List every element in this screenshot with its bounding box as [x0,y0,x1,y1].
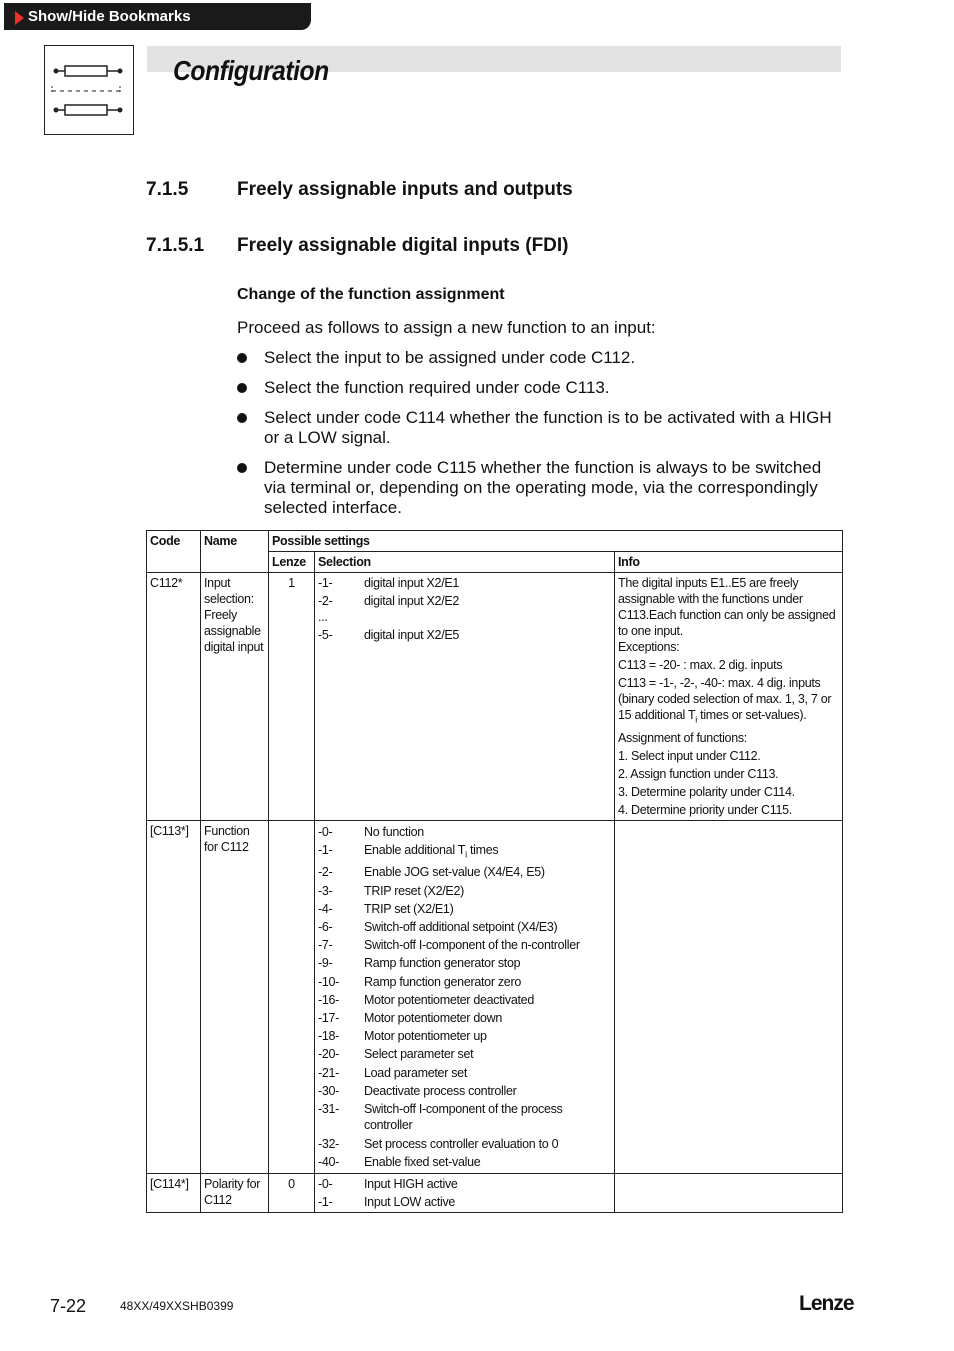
section-title: Freely assignable inputs and outputs [237,179,573,200]
show-hide-bookmarks-button[interactable] [4,3,311,30]
selection-option: -2- digital input X2/E2 [318,594,460,608]
selection-option: -0- No function [318,824,424,839]
bullet-icon [237,353,247,363]
selection-option: -40- Enable fixed set-value [318,1155,481,1170]
bullet-icon [237,463,247,473]
selection-option: -21- Load parameter set [318,1065,467,1080]
triangle-icon [15,11,24,25]
section-title: Freely assignable digital inputs (FDI) [237,235,569,256]
selection-option: -30- Deactivate process controller [318,1083,517,1098]
lenze-cell: 0 [269,1174,315,1213]
table-row [147,573,843,821]
info-cell [615,820,843,1174]
name-cell: Input selection: Freely assignable digital input [201,573,269,821]
page-number: 7-22 [50,1296,87,1316]
parameter-table [146,530,843,1213]
name-cell: Polarity for C112 [201,1174,269,1213]
lenze-cell: 1 [269,573,315,821]
lenze-cell [269,820,315,1174]
header-code: Code [147,531,201,573]
selection-option: -0- Input HIGH active [318,1177,458,1192]
header-possible-settings: Possible settings [269,531,843,552]
list-item: Select under code C114 whether the function is to be activated with a HIGH or a LOW signal. [237,408,847,448]
table-row [147,820,843,1174]
header-lenze: Lenze [269,552,315,573]
selection-option: -32- Set process controller evaluation to 0 [318,1137,559,1152]
selection-option: -1- Enable additional $T_i$ times [318,842,499,860]
selection-option: -2- Enable JOG set-value (X4/E4, E5) [318,865,545,880]
info-cell: The digital inputs E1..E5 are freely assignable with the functions under C113.Each function can only be assigned to one input. Exceptions: C113 = -20- : max. 2 dig. inputs C113 = -1-, -2-, -40-: max. 4 dig. inputs (binary coded selection of max. 1, 3, 7 or 15 additional $T_i$ times or set-values). Assignment of functions: 1. Select input under C112. 2. Assign function under C113. 3. Determine polarity under C114. 4. Determine priority under C115. [615,573,843,821]
circuit-icon [45,46,133,134]
header-selection: Selection [315,552,615,573]
selection-option: -18- Motor potentiometer up [318,1029,487,1044]
selection-option: -10- Ramp function generator zero [318,974,521,989]
section-number: 7.1.5.1 [146,235,205,256]
instruction-list [237,348,847,528]
configuration-logo [44,45,134,135]
list-item: Determine under code C115 whether the function is always to be switched via terminal or, depending on the operating mode, via the correspondingly selected interface. [237,458,847,518]
intro-text: Proceed as follows to assign a new function to an input: [237,318,656,337]
code-cell: [C113*] [147,820,201,1174]
selection-option: -3- TRIP reset (X2/E2) [318,883,464,898]
selection-option: -17- Motor potentiometer down [318,1011,503,1026]
selection-option: -7- Switch-off I-component of the n-controller [318,938,580,953]
selection-cell [315,820,615,1174]
info-cell [615,1174,843,1213]
selection-option: -9- Ramp function generator stop [318,956,521,971]
section-number: 7.1.5 [146,179,189,200]
selection-option: -4- TRIP set (X2/E1) [318,901,454,916]
list-item: Select the input to be assigned under code C112. [237,348,847,368]
bullet-icon [237,383,247,393]
table-row [147,1174,843,1213]
selection-option: -20- Select parameter set [318,1047,474,1062]
brand-logo: Lenze [799,1292,854,1315]
page-title: Configuration [173,55,329,86]
selection-option: -31- Switch-off I-component of the process controller [318,1102,563,1133]
selection-option: -16- Motor potentiometer deactivated [318,992,534,1007]
subheading: Change of the function assignment [237,286,505,303]
selection-option: -5- digital input X2/E5 [318,628,460,642]
header-name: Name [201,531,269,573]
selection-option: -1- digital input X2/E1 [318,576,460,590]
bookmarks-label: Show/Hide Bookmarks [28,8,191,25]
list-item: Select the function required under code C113. [237,378,847,398]
bullet-icon [237,413,247,423]
selection-cell [315,573,615,821]
selection-cell [315,1174,615,1213]
name-cell: Function for C112 [201,820,269,1174]
code-cell: [C114*] [147,1174,201,1213]
selection-option: -6- Switch-off additional setpoint (X4/E3) [318,920,558,935]
selection-option: -1- Input LOW active [318,1195,456,1210]
code-cell: C112* [147,573,201,821]
document-id: 48XX/49XXSHB0399 [120,1299,234,1313]
selection-option: ... [318,610,328,624]
header-info: Info [615,552,843,573]
table-header-row [147,531,843,552]
